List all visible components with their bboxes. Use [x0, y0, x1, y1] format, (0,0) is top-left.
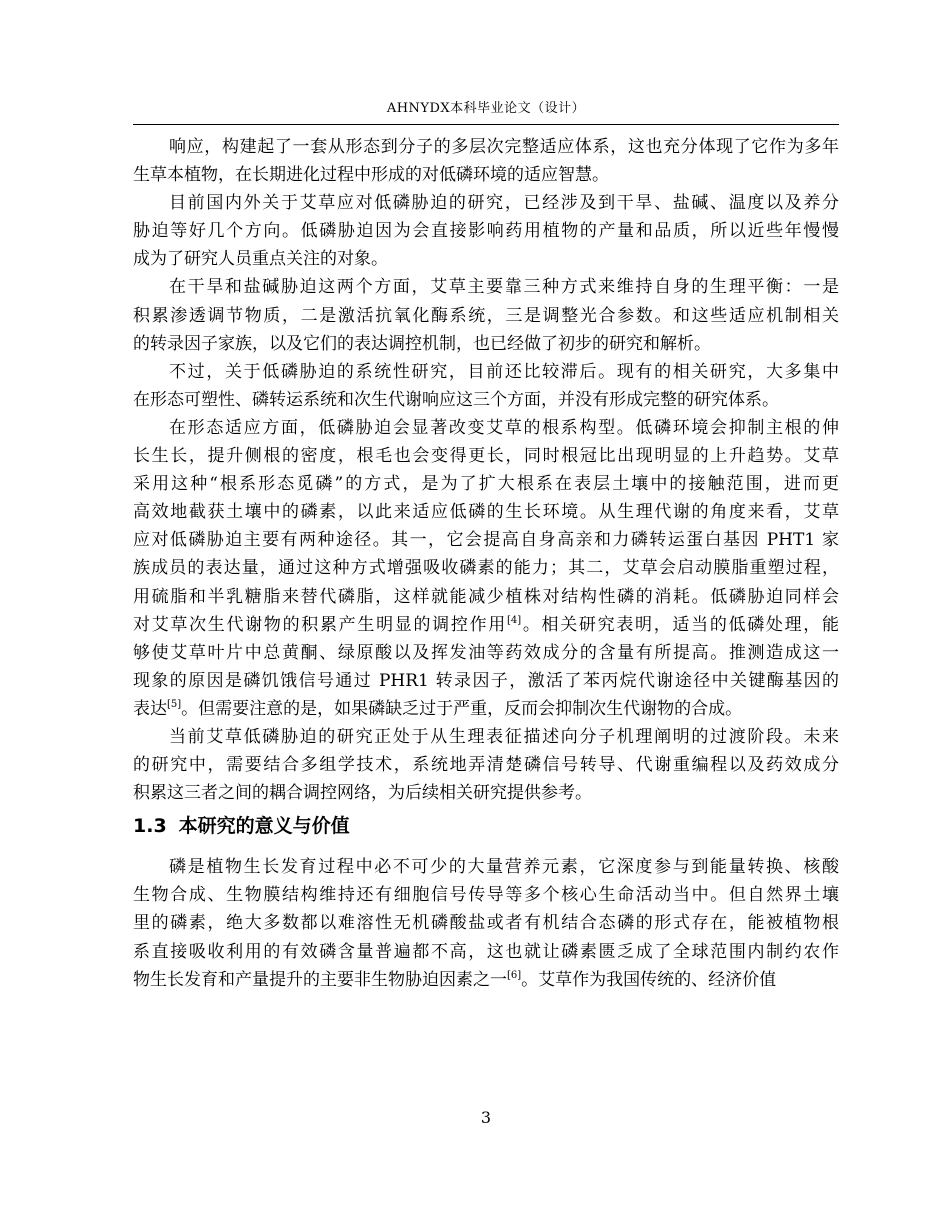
citation-ref: [6]: [507, 969, 522, 981]
section-title: 本研究的意义与价值: [178, 815, 350, 838]
text-line: [133, 611, 839, 639]
header-rule: [133, 124, 839, 125]
text-line: 在形态可塑性、磷转运系统和次生代谢响应这三个方面，并没有形成完整的研究体系。: [133, 389, 779, 410]
text-line: 在形态适应方面，低磷胁迫会显著改变艾草的根系构型。低磷环境会抑制主根的伸: [169, 417, 839, 438]
paragraph: [133, 358, 839, 414]
text-line: 生草本植物，在长期进化过程中形成的对低磷环境的适应智慧。: [133, 165, 609, 186]
citation-ref: [4]: [506, 614, 522, 626]
paragraph: [133, 414, 839, 723]
line-text-continued: 。相关研究表明，适当的低磷处理，能: [521, 614, 839, 635]
running-header: AHNYDX本科毕业论文（设计）: [386, 101, 586, 116]
text-line: 够使艾草叶片中总黄酮、绿原酸以及挥发油等药效成分的含量有所提高。推测造成这一: [133, 642, 839, 663]
text-line: 积累这三者之间的耦合调控网络，为后续相关研究提供参考。: [133, 783, 592, 804]
text-line: 目前国内外关于艾草应对低磷胁迫的研究，已经涉及到干旱、盐碱、温度以及养分: [169, 193, 839, 214]
line-text: 表达: [133, 698, 167, 719]
section-number: 1.3: [133, 815, 167, 838]
line-text: 对艾草次生代谢物的积累产生明显的调控作用: [133, 614, 507, 635]
text-line: 胁迫等好几个方向。低磷胁迫因为会直接影响药用植物的产量和品质，所以近些年慢慢: [133, 221, 839, 242]
text-line: 响应，构建起了一套从形态到分子的多层次完整适应体系，这也充分体现了它作为多年: [169, 137, 839, 157]
text-line: 现象的原因是磷饥饿信号通过 PHR1 转录因子，激活了苯丙烷代谢途径中关键酶基因的: [133, 670, 839, 691]
line-text-continued: 。但需要注意的是，如果磷缺乏过于严重，反而会抑制次生代谢物的合成。: [181, 698, 743, 719]
text-line: 不过，关于低磷胁迫的系统性研究，目前还比较滞后。现有的相关研究，大多集中: [169, 361, 839, 382]
paragraph: [133, 133, 839, 189]
text-line: 长生长，提升侧根的密度，根毛也会变得更长，同时根冠比出现明显的上升趋势。艾草: [133, 446, 839, 467]
paragraph: [133, 723, 839, 807]
body-text: [133, 133, 839, 994]
citation-ref: [5]: [167, 698, 182, 710]
line-text: 物生长发育和产量提升的主要非生物胁迫因素之一: [133, 969, 507, 990]
text-line: 生物合成、生物膜结构维持还有细胞信号传导等多个核心生命活动当中。但自然界土壤: [133, 885, 839, 906]
section-heading: [133, 807, 839, 853]
text-line: 应对低磷胁迫主要有两种途径。其一，它会提高自身高亲和力磷转运蛋白基因 PHT1 家: [133, 530, 839, 551]
text-line: [133, 966, 839, 994]
page-number: 3: [480, 1108, 492, 1127]
text-line: 磷是植物生长发育过程中必不可少的大量营养元素，它深度参与到能量转换、核酸: [169, 857, 839, 878]
text-line: 的转录因子家族，以及它们的表达调控机制，也已经做了初步的研究和解析。: [133, 333, 711, 354]
text-line: 当前艾草低磷胁迫的研究正处于从生理表征描述向分子机理阐明的过渡阶段。未来: [169, 726, 839, 747]
text-line: 的研究中，需要结合多组学技术，系统地弄清楚磷信号转导、代谢重编程以及药效成分: [133, 755, 839, 776]
text-line: [133, 695, 839, 723]
text-line: 用硫脂和半乳糖脂来替代磷脂，这样就能减少植株对结构性磷的消耗。低磷胁迫同样会: [133, 586, 839, 607]
paragraph-group-bottom: [133, 853, 839, 993]
paragraph: [133, 853, 839, 993]
text-line: 积累渗透调节物质，二是激活抗氧化酶系统，三是调整光合参数。和这些适应机制相关: [133, 305, 839, 326]
paragraph-group-top: [133, 133, 839, 807]
text-line: 族成员的表达量，通过这种方式增强吸收磷素的能力；其二，艾草会启动膜脂重塑过程，: [133, 558, 839, 579]
paragraph: [133, 189, 839, 273]
text-line: 采用这种“根系形态觅磷”的方式，是为了扩大根系在表层土壤中的接触范围，进而更: [133, 474, 839, 495]
text-line: 成为了研究人员重点关注的对象。: [133, 249, 388, 270]
line-text-continued: 。艾草作为我国传统的、经济价值: [521, 969, 777, 990]
text-line: 系直接吸收利用的有效磷含量普遍都不高，这也就让磷素匮乏成了全球范围内制约农作: [133, 941, 839, 962]
text-line: 高效地截获土壤中的磷素，以此来适应低磷的生长环境。从生理代谢的角度来看，艾草: [133, 502, 839, 523]
paragraph: [133, 273, 839, 357]
text-line: 在干旱和盐碱胁迫这两个方面，艾草主要靠三种方式来维持自身的生理平衡：一是: [169, 277, 839, 298]
text-line: 里的磷素，绝大多数都以难溶性无机磷酸盐或者有机结合态磷的形式存在，能被植物根: [133, 913, 839, 934]
